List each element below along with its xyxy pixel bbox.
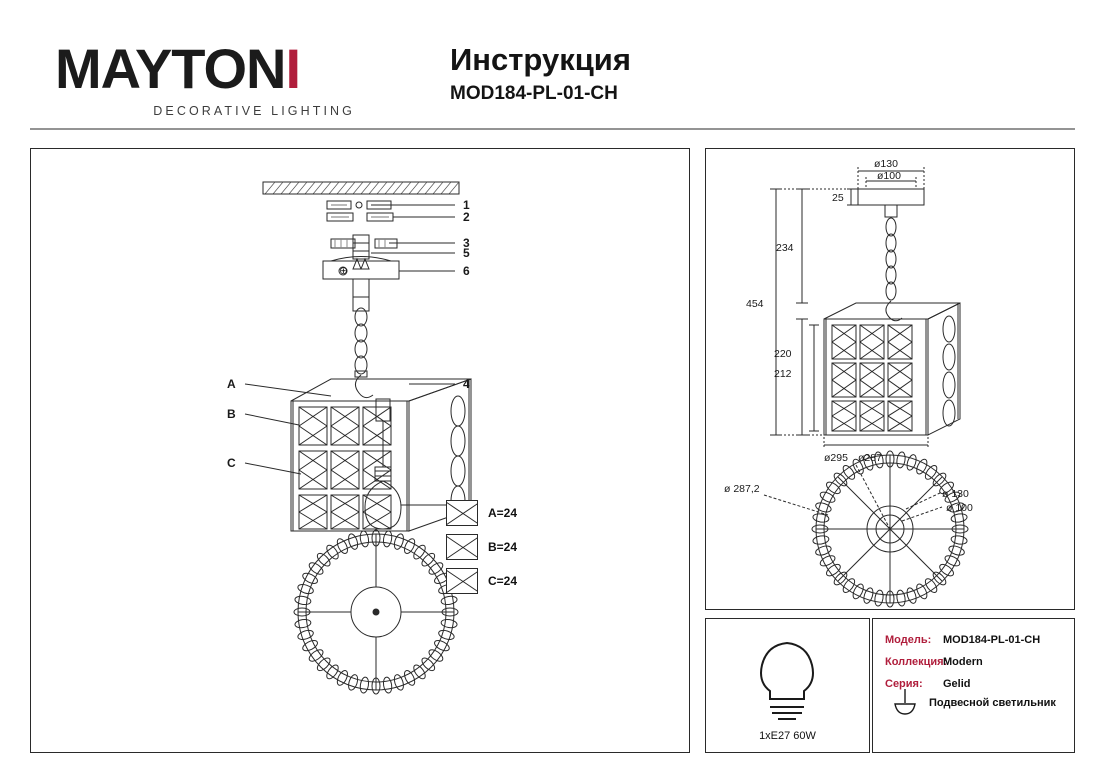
document-title-block [450, 42, 870, 105]
callout-1: 1 [463, 198, 470, 212]
legend-label-a: A=24 [488, 506, 518, 520]
pendant-lamp-icon [891, 687, 919, 721]
info-value-model: MOD184-PL-01-CH [943, 634, 1041, 646]
info-key-collection: Коллекция: [885, 656, 948, 668]
dim-plan-hub-outer: ø 130 [942, 488, 969, 500]
info-value-collection: Modern [943, 656, 983, 668]
model-code: MOD184-PL-01-CH [450, 83, 618, 104]
page-title: Инструкция [450, 42, 631, 77]
crystal-part-c-icon [446, 568, 478, 594]
dim-plan-outer: ø295 [824, 452, 848, 464]
logo-tagline: DECORATIVE LIGHTING [153, 104, 355, 118]
dim-shade-diameter: ø287 [858, 452, 882, 464]
dim-top-outer: ø130 [874, 158, 898, 170]
legend-item [446, 566, 517, 596]
logo-wordmark-main: MAYTON [55, 37, 286, 100]
logo-wordmark [55, 37, 301, 100]
dim-plan-hub-inner: ø 100 [946, 502, 973, 514]
legend-item [446, 532, 517, 562]
product-info-panel [872, 618, 1075, 753]
bulb-caption: 1xE27 60W [759, 730, 816, 742]
bulb-spec-panel [705, 618, 870, 753]
info-row-model [885, 633, 1070, 648]
part-label-a: A [227, 377, 236, 391]
header-divider [30, 128, 1075, 130]
part-label-c: C [227, 456, 236, 470]
part-label-b: B [227, 407, 236, 421]
svg-text:⊕: ⊕ [339, 265, 348, 277]
legend-label-b: B=24 [488, 540, 518, 554]
dim-chain-length: 234 [776, 242, 794, 254]
callout-4: 4 [463, 377, 470, 391]
callout-5: 5 [463, 246, 470, 260]
crystal-part-a-icon [446, 500, 478, 526]
crystal-part-b-icon [446, 534, 478, 560]
info-key-series: Серия: [885, 678, 923, 690]
light-bulb-icon [706, 627, 869, 727]
product-type-label: Подвесной светильник [929, 697, 1056, 709]
dim-shade-height: 220 [774, 348, 792, 360]
assembly-diagram-panel [30, 148, 690, 753]
brand-logo [55, 37, 375, 118]
info-key-model: Модель: [885, 634, 932, 646]
dimensions-diagram [706, 149, 1074, 609]
dimensions-panel [705, 148, 1075, 610]
dim-total-height: 454 [746, 298, 764, 310]
page-header [30, 30, 1075, 130]
dim-top-inner: ø100 [877, 170, 901, 182]
parts-legend [446, 498, 517, 600]
callout-6: 6 [463, 264, 470, 278]
logo-wordmark-accent: I [285, 37, 301, 100]
info-value-series: Gelid [943, 678, 971, 690]
info-row-collection [885, 655, 1070, 670]
dim-shade-height-inner: 212 [774, 368, 792, 380]
dim-canopy-height: 25 [832, 192, 844, 204]
callout-2: 2 [463, 210, 470, 224]
legend-item [446, 498, 517, 528]
callout-3: 3 [463, 236, 470, 250]
dim-plan-crystal-ring: ø 287,2 [724, 483, 760, 495]
legend-label-c: C=24 [488, 574, 518, 588]
assembly-diagram [31, 149, 689, 752]
